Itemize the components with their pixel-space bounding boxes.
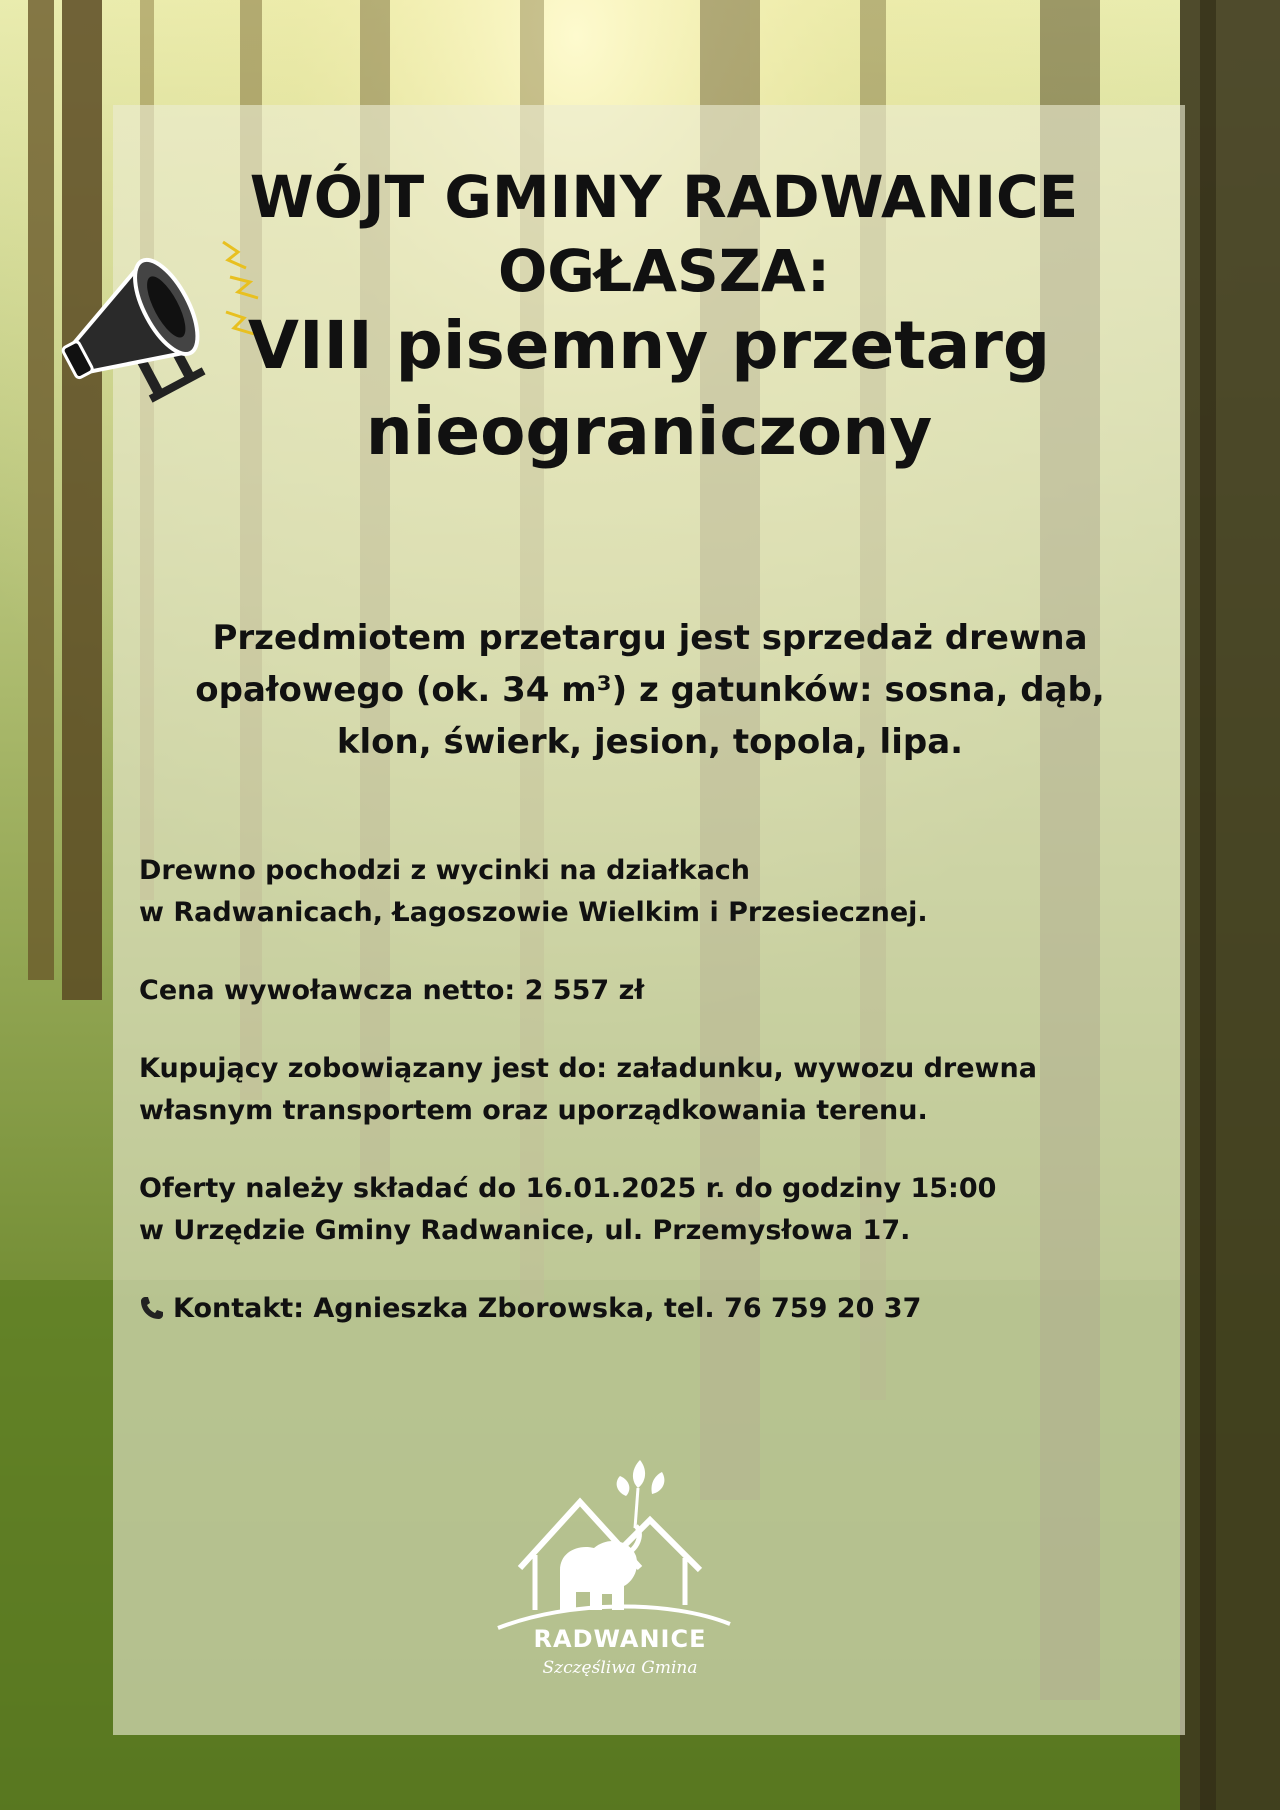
offers-line-2: w Urzędzie Gminy Radwanice, ul. Przemysłowa 17.: [139, 1215, 911, 1246]
buyer-line-2: własnym transportem oraz uporządkowania terenu.: [139, 1095, 928, 1126]
title-line-2: OGŁASZA:: [497, 237, 831, 305]
lead-line-2: opałowego (ok. 34 m³) z gatunków: sosna, dąb,: [195, 670, 1105, 710]
origin-line-2: w Radwanicach, Łagoszowie Wielkim i Przesiecznej.: [139, 897, 928, 928]
announcement-title: [113, 160, 1185, 480]
phone-icon: [139, 1288, 173, 1330]
contact-info: Kontakt: Agnieszka Zborowska, tel. 76 759 20 37: [173, 1293, 922, 1324]
title-line-4: nieograniczony: [365, 393, 933, 470]
offers-line-1: Oferty należy składać do 16.01.2025 r. do godziny 15:00: [139, 1173, 997, 1204]
lead-line-3: klon, świerk, jesion, topola, lipa.: [336, 722, 964, 762]
logo-name: RADWANICE: [533, 1625, 707, 1653]
origin-paragraph: [139, 850, 1169, 934]
details-section: [139, 850, 1169, 1366]
logo-slogan: Szczęśliwa Gmina: [542, 1658, 698, 1678]
price-paragraph: [139, 970, 1169, 1012]
contact-paragraph: [139, 1288, 1169, 1330]
lead-line-1: Przedmiotem przetargu jest sprzedaż drewna: [212, 618, 1088, 658]
offers-paragraph: [139, 1168, 1169, 1252]
title-line-3: VIII pisemny przetarg: [247, 307, 1051, 384]
title-line-1: WÓJT GMINY RADWANICE: [249, 163, 1079, 231]
origin-line-1: Drewno pochodzi z wycinki na działkach: [139, 855, 751, 886]
buyer-line-1: Kupujący zobowiązany jest do: załadunku, wywozu drewna: [139, 1053, 1037, 1084]
lead-paragraph: [140, 612, 1160, 768]
buyer-obligations-paragraph: [139, 1048, 1169, 1132]
starting-price: Cena wywoławcza netto: 2 557 zł: [139, 975, 645, 1006]
